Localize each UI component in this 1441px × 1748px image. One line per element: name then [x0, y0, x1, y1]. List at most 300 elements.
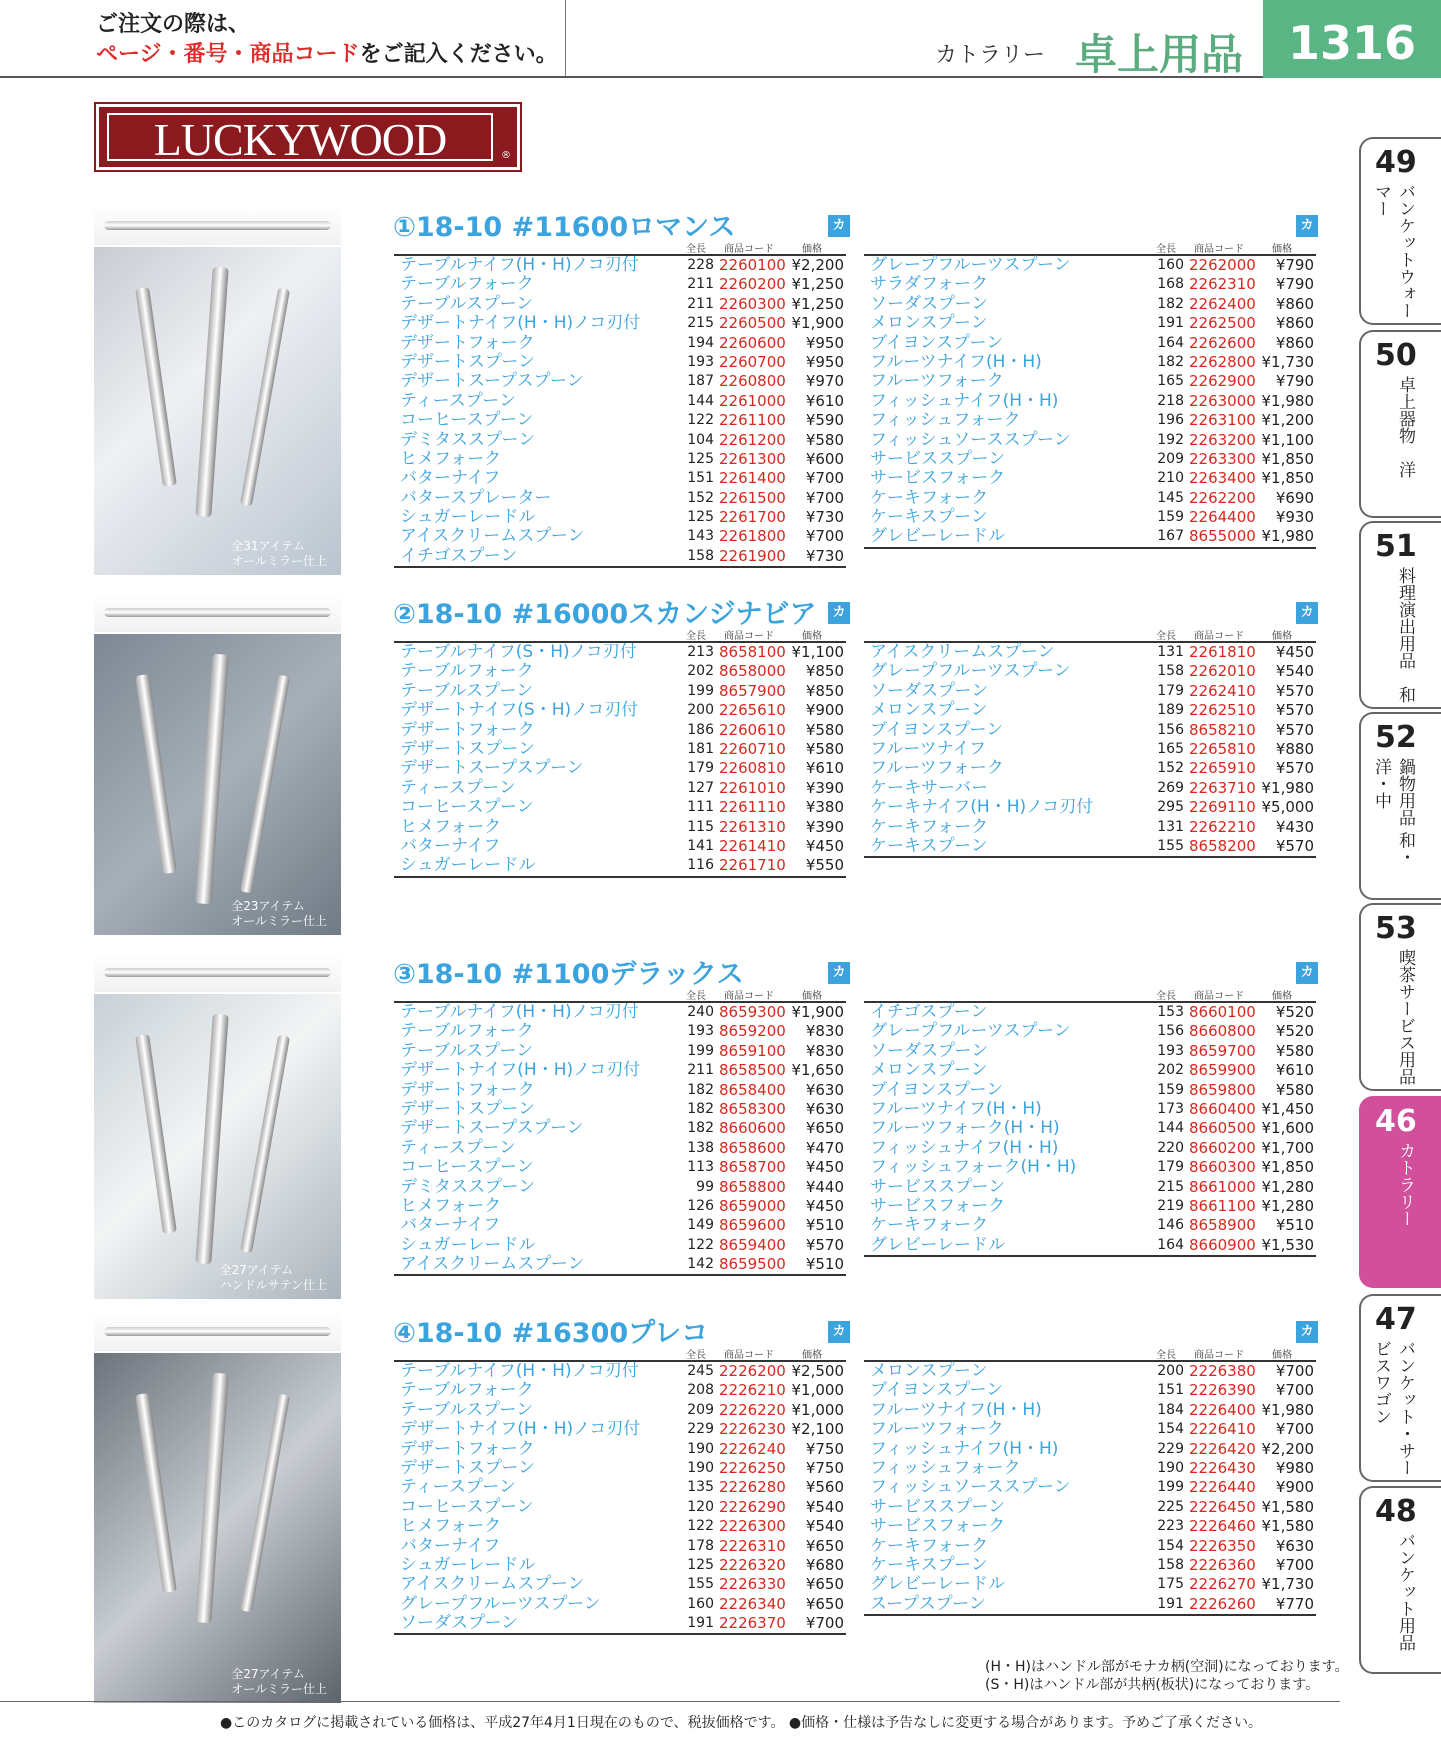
index-tab-51[interactable] — [1359, 521, 1441, 709]
item-length: 135 — [687, 1479, 714, 1496]
item-length: 127 — [687, 779, 714, 796]
table-row — [394, 431, 846, 450]
index-tab-46[interactable] — [1359, 1096, 1441, 1288]
table-row — [394, 682, 846, 701]
table-row — [394, 1003, 846, 1022]
order-note-rest: をご記入ください。 — [359, 42, 558, 67]
table-row — [864, 353, 1316, 372]
item-length: 295 — [1157, 799, 1184, 816]
item-length: 194 — [687, 334, 714, 351]
item-price: ¥1,850 — [1261, 449, 1314, 468]
item-name: バタースプレーター — [400, 487, 552, 508]
col-price: 価格 — [802, 1350, 822, 1361]
knife-closeup — [94, 205, 341, 245]
item-length: 218 — [1157, 392, 1184, 409]
item-length: 181 — [687, 740, 714, 757]
item-price: ¥860 — [1275, 294, 1314, 313]
index-tab-50[interactable] — [1359, 330, 1441, 518]
table-header — [864, 987, 1316, 1003]
item-price: ¥880 — [1275, 739, 1314, 758]
table-row — [394, 818, 846, 837]
knife-closeup — [94, 952, 341, 992]
item-length: 143 — [687, 528, 714, 545]
item-length: 165 — [1157, 740, 1184, 757]
item-price: ¥1,980 — [1261, 527, 1314, 546]
item-length: 191 — [687, 1615, 714, 1632]
item-code: 8659000 — [719, 1196, 786, 1215]
item-code: 2226420 — [1189, 1439, 1256, 1458]
item-code: 2226410 — [1189, 1420, 1256, 1439]
item-name: テーブルスプーン — [400, 1040, 534, 1061]
item-code: 8655000 — [1189, 527, 1256, 546]
item-length: 192 — [1157, 431, 1184, 448]
item-length: 111 — [687, 799, 714, 816]
table-row — [394, 701, 846, 720]
item-name: ヒメフォーク — [400, 448, 502, 469]
col-code: 商品コード — [724, 991, 774, 1002]
item-code: 2263100 — [1189, 411, 1256, 430]
item-length: 153 — [1157, 1004, 1184, 1020]
item-name: ケーキサーバー — [870, 777, 989, 798]
item-name: フルーツフォーク — [870, 371, 1004, 392]
item-name: ティースプーン — [400, 1477, 516, 1498]
item-code: 2226200 — [719, 1362, 786, 1380]
item-name: アイスクリームスプーン — [400, 1574, 585, 1595]
item-code: 2261200 — [719, 430, 786, 449]
item-code: 8658700 — [719, 1158, 786, 1177]
table-row — [864, 798, 1316, 817]
item-length: 229 — [1157, 1440, 1184, 1457]
item-length: 156 — [1157, 1023, 1184, 1040]
item-name: アイスクリームスプーン — [870, 642, 1055, 662]
item-price: ¥450 — [805, 836, 844, 855]
table-row — [394, 1255, 846, 1274]
item-length: 178 — [687, 1537, 714, 1554]
item-length: 131 — [1157, 644, 1184, 660]
table-row — [864, 837, 1316, 856]
item-length: 158 — [1157, 1556, 1184, 1573]
col-length: 全長 — [1156, 1350, 1176, 1361]
item-length: 120 — [687, 1498, 714, 1515]
item-price: ¥1,580 — [1261, 1497, 1314, 1516]
tab-label: 鍋物用品 和・洋・中 — [1371, 758, 1415, 866]
table-row — [864, 1440, 1316, 1459]
item-name: ケーキフォーク — [870, 487, 989, 508]
table-row — [864, 1517, 1316, 1536]
item-length: 154 — [1157, 1421, 1184, 1438]
tab-label: カトラリー — [1395, 1142, 1415, 1227]
cutlery-photo — [94, 994, 341, 1299]
item-length: 179 — [687, 760, 714, 777]
item-code: 2263300 — [1189, 449, 1256, 468]
item-name: イチゴスプーン — [400, 545, 518, 566]
table-row — [864, 450, 1316, 469]
table-row — [864, 1420, 1316, 1439]
item-code: 2262500 — [1189, 314, 1256, 333]
item-price: ¥570 — [1275, 759, 1314, 778]
table-header — [864, 1346, 1316, 1362]
item-length: 199 — [687, 1042, 714, 1059]
item-name: サービスフォーク — [870, 1195, 1006, 1216]
item-length: 209 — [1157, 450, 1184, 467]
item-name: フルーツフォーク — [870, 758, 1004, 779]
cutlery-photo — [94, 1353, 341, 1703]
item-price: ¥540 — [1275, 662, 1314, 681]
item-name: サラダフォーク — [870, 274, 988, 295]
item-name: グレープフルーツスプーン — [870, 661, 1071, 682]
item-name: シュガーレードル — [400, 507, 536, 528]
table-row — [864, 1081, 1316, 1100]
item-name: テーブルナイフ(H・H)ノコ刃付 — [400, 255, 639, 275]
item-length: 225 — [1157, 1498, 1184, 1515]
item-price: ¥650 — [805, 1594, 844, 1613]
item-name: ソーダスプーン — [870, 1040, 989, 1061]
item-name: メロンスプーン — [870, 313, 988, 334]
item-length: 189 — [1157, 702, 1184, 719]
item-length: 145 — [1157, 489, 1184, 506]
table-row — [394, 295, 846, 314]
item-length: 158 — [687, 547, 714, 564]
table-row — [394, 411, 846, 430]
item-price: ¥930 — [1275, 508, 1314, 527]
item-price: ¥730 — [805, 508, 844, 527]
tab-number: 47 — [1375, 1302, 1417, 1337]
item-price: ¥510 — [805, 1216, 844, 1235]
item-name: デザートスプーン — [400, 1098, 535, 1119]
note-hh: (H・H)はハンドル部がモナカ柄(空洞)になっております。 — [985, 1659, 1349, 1675]
item-name: ソーダスプーン — [870, 293, 989, 314]
item-length: 219 — [1157, 1197, 1184, 1214]
item-code: 2261710 — [719, 856, 786, 875]
tab-number: 50 — [1375, 338, 1417, 373]
item-price: ¥1,280 — [1261, 1177, 1314, 1196]
item-price: ¥950 — [805, 352, 844, 371]
item-name: サービススプーン — [870, 1496, 1006, 1517]
item-code: 8658210 — [1189, 720, 1256, 739]
item-price: ¥1,250 — [791, 275, 844, 294]
item-length: 190 — [687, 1459, 714, 1476]
item-name: デザートナイフ(S・H)ノコ刃付 — [400, 700, 639, 721]
table-row — [394, 1236, 846, 1255]
item-code: 8658600 — [719, 1138, 786, 1157]
col-price: 価格 — [1272, 1350, 1292, 1361]
item-name: デザートナイフ(H・H)ノコ刃付 — [400, 1060, 641, 1081]
item-code: 8657900 — [719, 681, 786, 700]
table-row — [864, 682, 1316, 701]
header-rule — [0, 76, 1263, 78]
tab-number: 48 — [1375, 1494, 1417, 1529]
item-code: 2269110 — [1189, 798, 1256, 817]
item-length: 199 — [687, 682, 714, 699]
table-row — [864, 489, 1316, 508]
item-code: 8660900 — [1189, 1235, 1256, 1254]
item-price: ¥560 — [805, 1478, 844, 1497]
item-code: 2261010 — [719, 778, 786, 797]
item-price: ¥510 — [1275, 1216, 1314, 1235]
item-name: フルーツナイフ(H・H) — [870, 351, 1042, 372]
item-code: 8660100 — [1189, 1003, 1256, 1021]
table-row — [394, 1556, 846, 1575]
table-row — [394, 489, 846, 508]
item-code: 8659400 — [719, 1235, 786, 1254]
table-row — [394, 334, 846, 353]
item-price: ¥510 — [805, 1255, 844, 1274]
item-length: 213 — [687, 644, 714, 660]
item-name: テーブルナイフ(H・H)ノコ刃付 — [400, 1002, 639, 1022]
product-table-right — [864, 1346, 1316, 1616]
item-code: 2262410 — [1189, 681, 1256, 700]
table-row — [394, 392, 846, 411]
item-length: 125 — [687, 450, 714, 467]
item-name: ティースプーン — [400, 1137, 516, 1158]
item-length: 160 — [687, 1595, 714, 1612]
col-code: 商品コード — [1194, 631, 1244, 642]
table-row — [394, 643, 846, 662]
table-row — [394, 1459, 846, 1478]
table-row — [394, 275, 846, 294]
item-code: 2226370 — [719, 1614, 786, 1633]
index-tab-52[interactable] — [1359, 712, 1441, 900]
item-name: デザートフォーク — [400, 1079, 535, 1100]
item-name: フルーツフォーク(H・H) — [870, 1118, 1060, 1139]
item-code: 8658900 — [1189, 1216, 1256, 1235]
tab-label: バンケット・サービスワゴン — [1371, 1340, 1415, 1476]
item-code: 2226240 — [719, 1439, 786, 1458]
brand-logo: LUCKYWOOD ® — [96, 104, 520, 170]
item-length: 229 — [687, 1421, 714, 1438]
item-price: ¥570 — [1275, 720, 1314, 739]
index-tab-47[interactable] — [1359, 1294, 1441, 1482]
item-code: 2226260 — [1189, 1594, 1256, 1613]
table-row — [864, 1022, 1316, 1041]
item-name: ソーダスプーン — [400, 1613, 519, 1634]
order-note-line1: ご注文の際は、 — [96, 12, 251, 37]
item-name: テーブルスプーン — [400, 293, 534, 314]
item-code: 8658100 — [719, 643, 786, 661]
product-table-right — [864, 240, 1316, 549]
item-length: 168 — [1157, 276, 1184, 293]
item-length: 164 — [1157, 334, 1184, 351]
table-row — [394, 1498, 846, 1517]
item-price: ¥2,200 — [1261, 1439, 1314, 1458]
item-name: コーヒースプーン — [400, 797, 534, 818]
item-code: 2264400 — [1189, 508, 1256, 527]
table-row — [394, 1401, 846, 1420]
table-header — [394, 1346, 846, 1362]
item-name: バターナイフ — [400, 1535, 501, 1556]
col-code: 商品コード — [724, 244, 774, 255]
item-length: 202 — [687, 663, 714, 680]
tab-number: 46 — [1375, 1104, 1417, 1139]
table-row — [394, 372, 846, 391]
table-row — [394, 1022, 846, 1041]
table-row — [394, 1575, 846, 1594]
item-price: ¥790 — [1275, 275, 1314, 294]
item-name: デザートスプーン — [400, 738, 535, 759]
item-name: フィッシュナイフ(H・H) — [870, 1438, 1059, 1459]
item-name: メロンスプーン — [870, 1361, 988, 1381]
item-price: ¥900 — [805, 701, 844, 720]
item-price: ¥900 — [1275, 1478, 1314, 1497]
item-name: フルーツナイフ — [870, 738, 986, 759]
table-row — [864, 392, 1316, 411]
item-code: 2226400 — [1189, 1400, 1256, 1419]
item-name: デザートナイフ(H・H)ノコ刃付 — [400, 313, 641, 334]
table-row — [394, 1478, 846, 1497]
cutlery-photo — [94, 247, 341, 575]
item-price: ¥470 — [805, 1138, 844, 1157]
item-price: ¥650 — [805, 1575, 844, 1594]
item-code: 2262000 — [1189, 256, 1256, 274]
item-name: アイスクリームスプーン — [400, 526, 585, 547]
knife-closeup — [94, 1311, 341, 1351]
item-price: ¥1,900 — [791, 314, 844, 333]
index-tab-48[interactable] — [1359, 1486, 1441, 1674]
item-code: 2265610 — [719, 701, 786, 720]
item-name: アイスクリームスプーン — [400, 1254, 585, 1275]
table-row — [394, 508, 846, 527]
item-name: バターナイフ — [400, 835, 501, 856]
item-price: ¥1,980 — [1261, 778, 1314, 797]
item-length: 154 — [1157, 1537, 1184, 1554]
item-length: 191 — [1157, 315, 1184, 332]
series-title: ②18-10 #16000スカンジナビア — [393, 599, 817, 630]
item-name: バターナイフ — [400, 1215, 501, 1236]
item-price: ¥520 — [1275, 1003, 1314, 1021]
item-price: ¥830 — [805, 1041, 844, 1060]
table-row — [864, 1236, 1316, 1255]
item-code: 2226220 — [719, 1400, 786, 1419]
table-row — [394, 798, 846, 817]
handle-notes — [985, 1658, 1349, 1694]
item-name: テーブルフォーク — [400, 661, 534, 682]
item-name: ケーキナイフ(H・H)ノコ刃付 — [870, 797, 1094, 818]
table-row — [394, 1100, 846, 1119]
photo-caption: 全31アイテム オールミラー仕上 — [231, 539, 327, 568]
item-name: サービススプーン — [870, 1176, 1006, 1197]
item-price: ¥950 — [805, 333, 844, 352]
col-length: 全長 — [1156, 631, 1176, 642]
item-price: ¥380 — [805, 798, 844, 817]
item-code: 2262800 — [1189, 352, 1256, 371]
photo-caption: 全27アイテム オールミラー仕上 — [231, 1667, 327, 1696]
item-price: ¥430 — [1275, 817, 1314, 836]
table-row — [394, 1614, 846, 1633]
item-name: フィッシュソーススプーン — [870, 429, 1071, 450]
item-name: フルーツフォーク — [870, 1419, 1004, 1440]
item-name: デザートスープスプーン — [400, 371, 584, 392]
table-row — [864, 662, 1316, 681]
table-row — [394, 1517, 846, 1536]
item-code: 2226300 — [719, 1517, 786, 1536]
col-length: 全長 — [686, 1350, 706, 1361]
item-name: フィッシュフォーク(H・H) — [870, 1157, 1077, 1178]
series-title: ④18-10 #16300プレコ — [393, 1318, 709, 1349]
item-code: 2260200 — [719, 275, 786, 294]
item-length: 104 — [687, 431, 714, 448]
tab-number: 53 — [1375, 911, 1417, 946]
item-name: ブイヨンスプーン — [870, 1079, 1004, 1100]
index-tab-49[interactable] — [1359, 137, 1441, 325]
item-name: イチゴスプーン — [870, 1002, 988, 1022]
table-row — [394, 1595, 846, 1614]
item-code: 2226270 — [1189, 1575, 1256, 1594]
item-code: 2226450 — [1189, 1497, 1256, 1516]
item-price: ¥2,100 — [791, 1420, 844, 1439]
table-row — [864, 1100, 1316, 1119]
item-code: 8661100 — [1189, 1196, 1256, 1215]
table-row — [394, 527, 846, 546]
item-name: メロンスプーン — [870, 1060, 988, 1081]
ka2-badge: カ2 — [1296, 215, 1318, 237]
table-row — [864, 295, 1316, 314]
item-price: ¥580 — [805, 739, 844, 758]
tab-number: 52 — [1375, 720, 1417, 755]
table-row — [864, 818, 1316, 837]
item-name: シュガーレードル — [400, 1234, 536, 1255]
item-code: 2226430 — [1189, 1458, 1256, 1477]
item-code: 8659200 — [719, 1022, 786, 1041]
item-code: 2263400 — [1189, 469, 1256, 488]
item-price: ¥390 — [805, 817, 844, 836]
item-code: 8658400 — [719, 1080, 786, 1099]
item-price: ¥1,850 — [1261, 469, 1314, 488]
item-code: 2261110 — [719, 798, 786, 817]
item-code: 2260710 — [719, 739, 786, 758]
table-row — [394, 1420, 846, 1439]
item-price: ¥450 — [805, 1158, 844, 1177]
item-name: デミタススプーン — [400, 429, 536, 450]
item-length: 122 — [687, 412, 714, 429]
table-row — [864, 1042, 1316, 1061]
item-length: 220 — [1157, 1139, 1184, 1156]
item-price: ¥700 — [805, 527, 844, 546]
item-code: 2226460 — [1189, 1517, 1256, 1536]
item-length: 160 — [1157, 257, 1184, 273]
footer-rule — [0, 1701, 1340, 1702]
item-length: 126 — [687, 1197, 714, 1214]
item-price: ¥1,530 — [1261, 1235, 1314, 1254]
table-row — [394, 662, 846, 681]
table-row — [864, 779, 1316, 798]
item-length: 173 — [1157, 1100, 1184, 1117]
table-header — [394, 627, 846, 643]
item-price: ¥1,600 — [1261, 1119, 1314, 1138]
item-code: 2262010 — [1189, 662, 1256, 681]
item-name: デザートスプーン — [400, 1457, 535, 1478]
item-name: シュガーレードル — [400, 1554, 536, 1575]
index-tab-53[interactable] — [1359, 903, 1441, 1091]
table-row — [864, 1362, 1316, 1381]
item-length: 223 — [1157, 1518, 1184, 1535]
col-code: 商品コード — [724, 1350, 774, 1361]
col-code: 商品コード — [1194, 1350, 1244, 1361]
cutlery-photo — [94, 634, 341, 935]
item-length: 200 — [687, 702, 714, 719]
product-table-left — [394, 627, 846, 878]
item-code: 2260800 — [719, 372, 786, 391]
col-length: 全長 — [686, 991, 706, 1002]
item-price: ¥690 — [1275, 488, 1314, 507]
item-code: 2262310 — [1189, 275, 1256, 294]
item-length: 199 — [1157, 1479, 1184, 1496]
item-price: ¥1,980 — [1261, 391, 1314, 410]
item-code: 2261300 — [719, 449, 786, 468]
item-price: ¥860 — [1275, 333, 1314, 352]
item-name: ケーキフォーク — [870, 1215, 989, 1236]
item-length: 159 — [1157, 1081, 1184, 1098]
table-row — [864, 1401, 1316, 1420]
